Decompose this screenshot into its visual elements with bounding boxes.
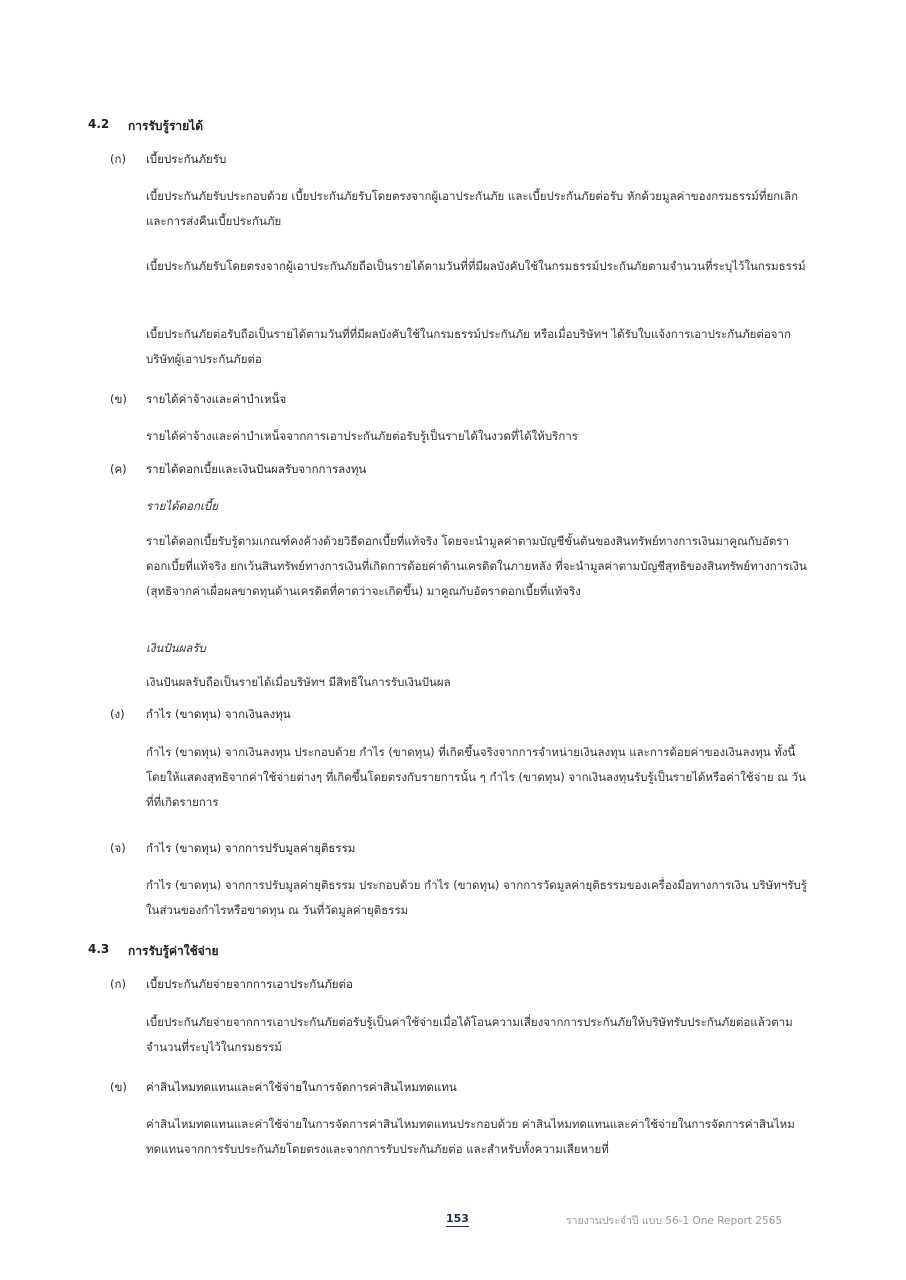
item-marker: (ง)	[110, 707, 125, 721]
item-title: รายได้ดอกเบี้ยและเงินปันผลรับจากการลงทุน	[146, 462, 367, 476]
item-title: กำไร (ขาดทุน) จากเงินลงทุน	[146, 707, 291, 721]
item-marker: (ก)	[110, 152, 126, 166]
section-title: การรับรู้ค่าใช้จ่าย	[128, 944, 219, 958]
subheading-interest: รายได้ดอกเบี้ย	[146, 499, 218, 513]
report-title: รายงานประจำปี แบบ 56-1 One Report 2565	[566, 1215, 783, 1227]
paragraph: รายได้ดอกเบี้ยรับรู้ตามเกณฑ์คงค้างด้วยวิธีดอกเบี้ยที่แท้จริง โดยจะนำมูลค่าตามบัญชีขั้นต้นของสินทรัพย์ทางการเงินมาคูณกับอัตราดอกเบี้ยที่แท้จริง ยกเว้นสินทรัพย์ทางการเงินที่เกิดการด้อยค่าด้านเครดิตในภายหลัง ที่จะนำมูลค่าตามบัญชีสุทธิของสินทรัพย์ทางการเงิน (สุทธิจากค่าเผื่อผลขาดทุนด้านเครดิตที่คาดว่าจะเกิดขึ้น) มาคูณกับอัตราดอกเบี้ยที่แท้จริง	[146, 534, 807, 598]
page-number: 153	[446, 1212, 469, 1225]
item-marker: (ข)	[110, 1080, 127, 1094]
paragraph: เบี้ยประกันภัยจ่ายจากการเอาประกันภัยต่อรับรู้เป็นค่าใช้จ่ายเมื่อได้โอนความเสี่ยงจากการประกันภัยให้บริษัทรับประกันภัยต่อแล้วตามจำนวนที่ระบุไว้ในกรมธรรม์	[146, 1015, 793, 1054]
paragraph: รายได้ค่าจ้างและค่าบำเหน็จจากการเอาประกันภัยต่อรับรู้เป็นรายได้ในงวดที่ได้ให้บริการ	[146, 429, 578, 443]
paragraph: เบี้ยประกันภัยรับโดยตรงจากผู้เอาประกันภัยถือเป็นรายได้ตามวันที่ที่มีผลบังคับใช้ในกรมธรรม์ประกันภัยตามจำนวนที่ระบุไว้ในกรมธรรม์	[146, 259, 806, 273]
item-marker: (ก)	[110, 977, 126, 991]
paragraph: เงินปันผลรับถือเป็นรายได้เมื่อบริษัทฯ มีสิทธิในการรับเงินปันผล	[146, 675, 451, 689]
item-title: รายได้ค่าจ้างและค่าบำเหน็จ	[146, 392, 287, 406]
item-marker: (จ)	[110, 841, 126, 855]
item-marker: (ค)	[110, 462, 127, 476]
item-title: ค่าสินไหมทดแทนและค่าใช้จ่ายในการจัดการค่าสินไหมทดแทน	[146, 1080, 457, 1094]
paragraph: กำไร (ขาดทุน) จากการปรับมูลค่ายุติธรรม ประกอบด้วย กำไร (ขาดทุน) จากการวัดมูลค่ายุติธรรมของเครื่องมือทางการเงิน บริษัทฯรับรู้ในส่วนของกำไรหรือขาดทุน ณ วันที่วัดมูลค่ายุติธรรม	[146, 878, 807, 917]
paragraph: กำไร (ขาดทุน) จากเงินลงทุน ประกอบด้วย กำไร (ขาดทุน) ที่เกิดขึ้นจริงจากการจำหน่ายเงินลงทุน และการด้อยค่าของเงินลงทุน ทั้งนี้ โดยให้แสดงสุทธิจากค่าใช้จ่ายต่างๆ ที่เกิดขึ้นโดยตรงกับรายการนั้น ๆ กำไร (ขาดทุน) จากเงินลงทุนรับรู้เป็นรายได้หรือค่าใช้จ่าย ณ วันที่ที่เกิดรายการ	[146, 745, 806, 809]
paragraph: ค่าสินไหมทดแทนและค่าใช้จ่ายในการจัดการค่าสินไหมทดแทนประกอบด้วย ค่าสินไหมทดแทนและค่าใช้จ่ายในการจัดการค่าสินไหมทดแทนจากการรับประกันภัยโดยตรงและจากการรับประกันภัยต่อ และสำหรับทั้งความเสียหายที่	[146, 1117, 795, 1156]
paragraph: เบี้ยประกันภัยต่อรับถือเป็นรายได้ตามวันที่ที่มีผลบังคับใช้ในกรมธรรม์ประกันภัย หรือเมื่อบริษัทฯ ได้รับใบแจ้งการเอาประกันภัยต่อจากบริษัทผู้เอาประกันภัยต่อ	[146, 327, 791, 366]
paragraph: เบี้ยประกันภัยรับประกอบด้วย เบี้ยประกันภัยรับโดยตรงจากผู้เอาประกันภัย และเบี้ยประกันภัยต่อรับ หักด้วยมูลค่าของกรมธรรม์ที่ยกเลิกและการส่งคืนเบี้ยประกันภัย	[146, 189, 799, 228]
item-title: เบี้ยประกันภัยรับ	[146, 152, 227, 166]
item-title: กำไร (ขาดทุน) จากการปรับมูลค่ายุติธรรม	[146, 841, 356, 855]
section-number: 4.2	[88, 117, 110, 131]
subheading-dividend: เงินปันผลรับ	[146, 641, 206, 655]
item-marker: (ข)	[110, 392, 127, 406]
section-number: 4.3	[88, 942, 110, 956]
section-title: การรับรู้รายได้	[128, 119, 203, 133]
item-title: เบี้ยประกันภัยจ่ายจากการเอาประกันภัยต่อ	[146, 977, 353, 991]
